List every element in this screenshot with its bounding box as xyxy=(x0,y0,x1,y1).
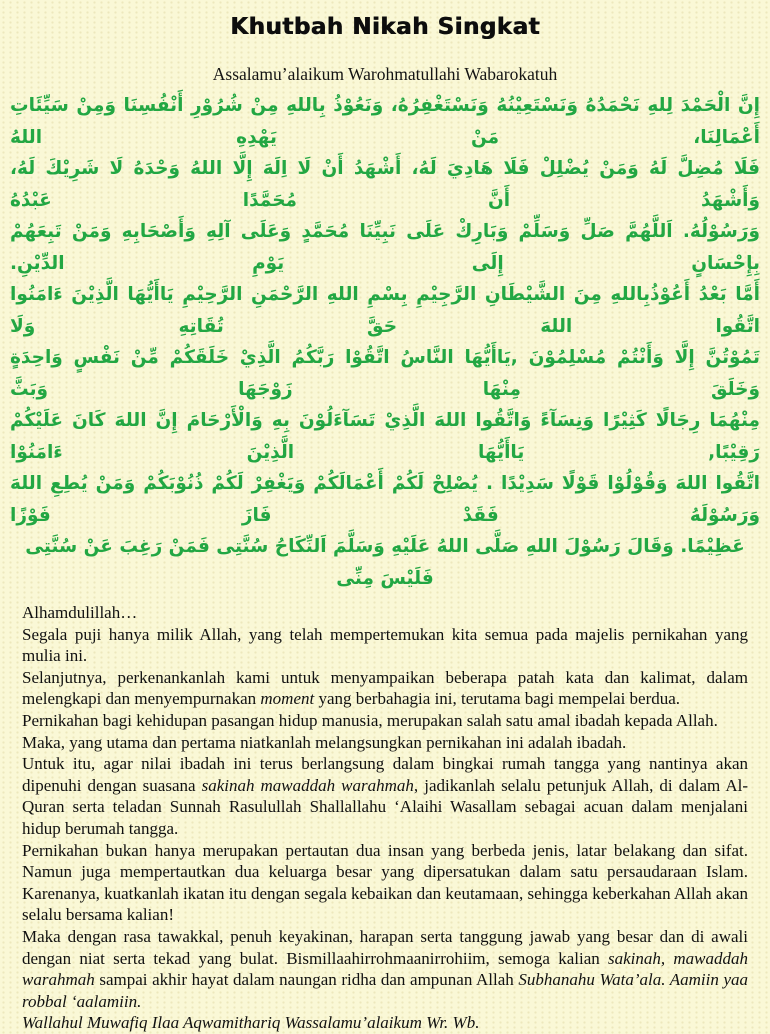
text-segment: Pernikahan bukan hanya merupakan pertautan dua insan yang berbeda jenis, latar belakang dan sifat. Namun juga mempertautkan dua keluarga besar yang dipersatukan dalam satu persaudaraan Islam. Karenanya, kuatkanlah ikatan itu dengan segala kebaikan dan keutamaan, sehingga keberkahan Allah akan selalu bersama kalian! xyxy=(22,840,748,925)
page-title: Khutbah Nikah Singkat xyxy=(230,14,540,40)
body-paragraph xyxy=(22,926,748,1012)
arabic-line: فَلَا مُضِلَّ لَهُ وَمَنْ يُضْلِلْ فَلَا هَادِيَ لَهُ، أَشْهَدُ أَنْ لَا اِلَهَ إِلَّا اللهُ وَحْدَهُ لَا شَرِيْكَ لَهُ، وَأَشْهَدُ أَنَّ مُحَمَّدًا عَبْدُهُ xyxy=(10,158,760,211)
text-segment: , jadikanlah selalu petunjuk Allah, di dalam Al-Quran serta teladan Sunnah Rasulullah Shallallahu ‘Alaihi Wasallam sebagai acuan dalam menjalani hidup berumah tangga. xyxy=(22,775,749,838)
italic-text-segment: Subhanahu Wata’ala. Aamiin yaa robbal ‘aalamiin. xyxy=(22,970,748,1011)
text-segment: Pernikahan bagi kehidupan pasangan hidup manusia, merupakan salah satu amal ibadah kepada Allah. xyxy=(22,710,718,730)
text-segment: Untuk itu, agar nilai ibadah ini terus berlangsung dalam bingkai rumah tangga yang nantinya akan dipenuhi dengan suasana xyxy=(22,754,748,795)
text-segment: Segala puji hanya milik Allah, yang telah mempertemukan kita semua pada majelis pernikahan yang mulia ini. xyxy=(22,624,748,666)
arabic-line: اتَّقُوا اللهَ وَقُوْلُوْا قَوْلًا سَدِيْدًا . يُصْلِحْ لَكُمْ أَعْمَالَكُمْ وَيَغْفِرْ لَكُمْ ذُنُوْبَكُمْ وَمَنْ يُطِعِ اللهَ وَرَسُوْلَهُ فَقَدْ فَازَ فَوْزًا xyxy=(10,473,760,526)
arabic-line: إِنَّ الْحَمْدَ لِلهِ نَحْمَدُهُ وَنَسْتَعِيْنُهُ وَنَسْتَغْفِرُهُ، وَنَعُوْذُ بِاللهِ مِنْ شُرُوْرِ أَنْفُسِنَا وَمِنْ سَيِّئَاتِ أَعْمَالِنَا، مَنْ يَهْدِهِ اللهُ xyxy=(10,95,760,148)
body-paragraph xyxy=(22,602,748,624)
text-segment: sampai akhir hayat dalam naungan ridha dan ampunan Allah xyxy=(94,970,519,990)
arabic-block xyxy=(10,90,760,594)
italic-text-segment: sakinah, mawaddah warahmah xyxy=(22,948,749,990)
arabic-line: عَظِيْمًا. وَقَالَ رَسُوْلَ اللهِ صَلَّى اللهُ عَلَيْهِ وَسَلَّمَ اَلنِّكَاحُ سُنَّتِى فَمَنْ رَغِبَ عَنْ سُنَّتِى فَلَيْسَ مِنِّى xyxy=(25,536,745,589)
arabic-line: وَرَسُوْلُهُ. اَللَّهُمَّ صَلِّ وَسَلِّمْ وَبَارِكْ عَلَى نَبِيِّنَا مُحَمَّدٍ وَعَلَى آلِهِ وَأَصْحَابِهِ وَمَنْ تَبِعَهُمْ بِإِحْسَانٍ إِلَى يَوْمِ الدِّيْنِ. xyxy=(10,221,760,274)
body-paragraph xyxy=(22,840,748,926)
salutation-line: Assalamu’alaikum Warohmatullahi Wabarokatuh xyxy=(212,64,558,84)
body-paragraphs xyxy=(22,602,748,1034)
italic-text-segment: Wallahul Muwafiq Ilaa Aqwamithariq Wassalamu’alaikum Wr. Wb. xyxy=(22,1013,480,1033)
body-paragraph xyxy=(22,667,748,710)
body-paragraph xyxy=(22,753,748,839)
text-segment: Alhamdulillah… xyxy=(22,603,138,622)
text-segment: Selanjutnya, perkenankanlah kami untuk menyampaikan beberapa patah kata dan kalimat, dalam melengkapi dan menyempurnakan xyxy=(22,667,748,709)
text-segment: Maka, yang utama dan pertama niatkanlah melangsungkan pernikahan ini adalah ibadah. xyxy=(22,732,627,752)
arabic-line: أَمَّا بَعْدُ أَعُوْذُبِاللهِ مِنَ الشَّيْطَانِ الرَّجِيْمِ بِسْمِ اللهِ الرَّحْمَنِ الرَّحِيْمِ يَاأَيُّهَا الَّذِيْنَ ءَامَنُوا اتَّقُوا اللهَ حَقَّ تُقَاتِهِ وَلَا xyxy=(10,284,760,337)
body-paragraph xyxy=(22,732,748,754)
body-paragraph xyxy=(22,624,748,667)
arabic-line: مِنْهُمَا رِجَالًا كَثِيْرًا وَنِسَآءً وَاتَّقُوا اللهَ الَّذِيْ تَسَآءَلُوْنَ بِهِ وَالْأَرْحَامَ إِنَّ اللهَ كَانَ عَلَيْكُمْ رَقِيْبًا, يَاأَيُّهَا الَّذِيْنَ ءَامَنُوْا xyxy=(10,410,760,463)
italic-text-segment: moment xyxy=(260,689,315,709)
body-paragraph xyxy=(22,710,748,732)
body-paragraph xyxy=(22,1012,748,1034)
italic-text-segment: sakinah mawaddah warahmah xyxy=(201,775,414,795)
text-segment: Maka dengan rasa tawakkal, penuh keyakinan, harapan serta tanggung jawab yang besar dan di awali dengan niat serta tekad yang bulat. Bismillaahirrohmaanirrohiim, semoga kalian xyxy=(22,926,748,968)
arabic-line: تَمُوْتُنَّ إِلَّا وَأَنْتُمْ مُسْلِمُوْنَ ,يَاأَيُّهَا النَّاسُ اتَّقُوْا رَبَّكُمُ الَّذِيْ خَلَقَكُمْ مِّنْ نَفْسٍ وَاحِدَةٍ وَخَلَقَ مِنْهَا زَوْجَهَا وَبَثَّ xyxy=(10,347,760,400)
text-segment: yang berbahagia ini, terutama bagi mempelai berdua. xyxy=(314,689,681,709)
